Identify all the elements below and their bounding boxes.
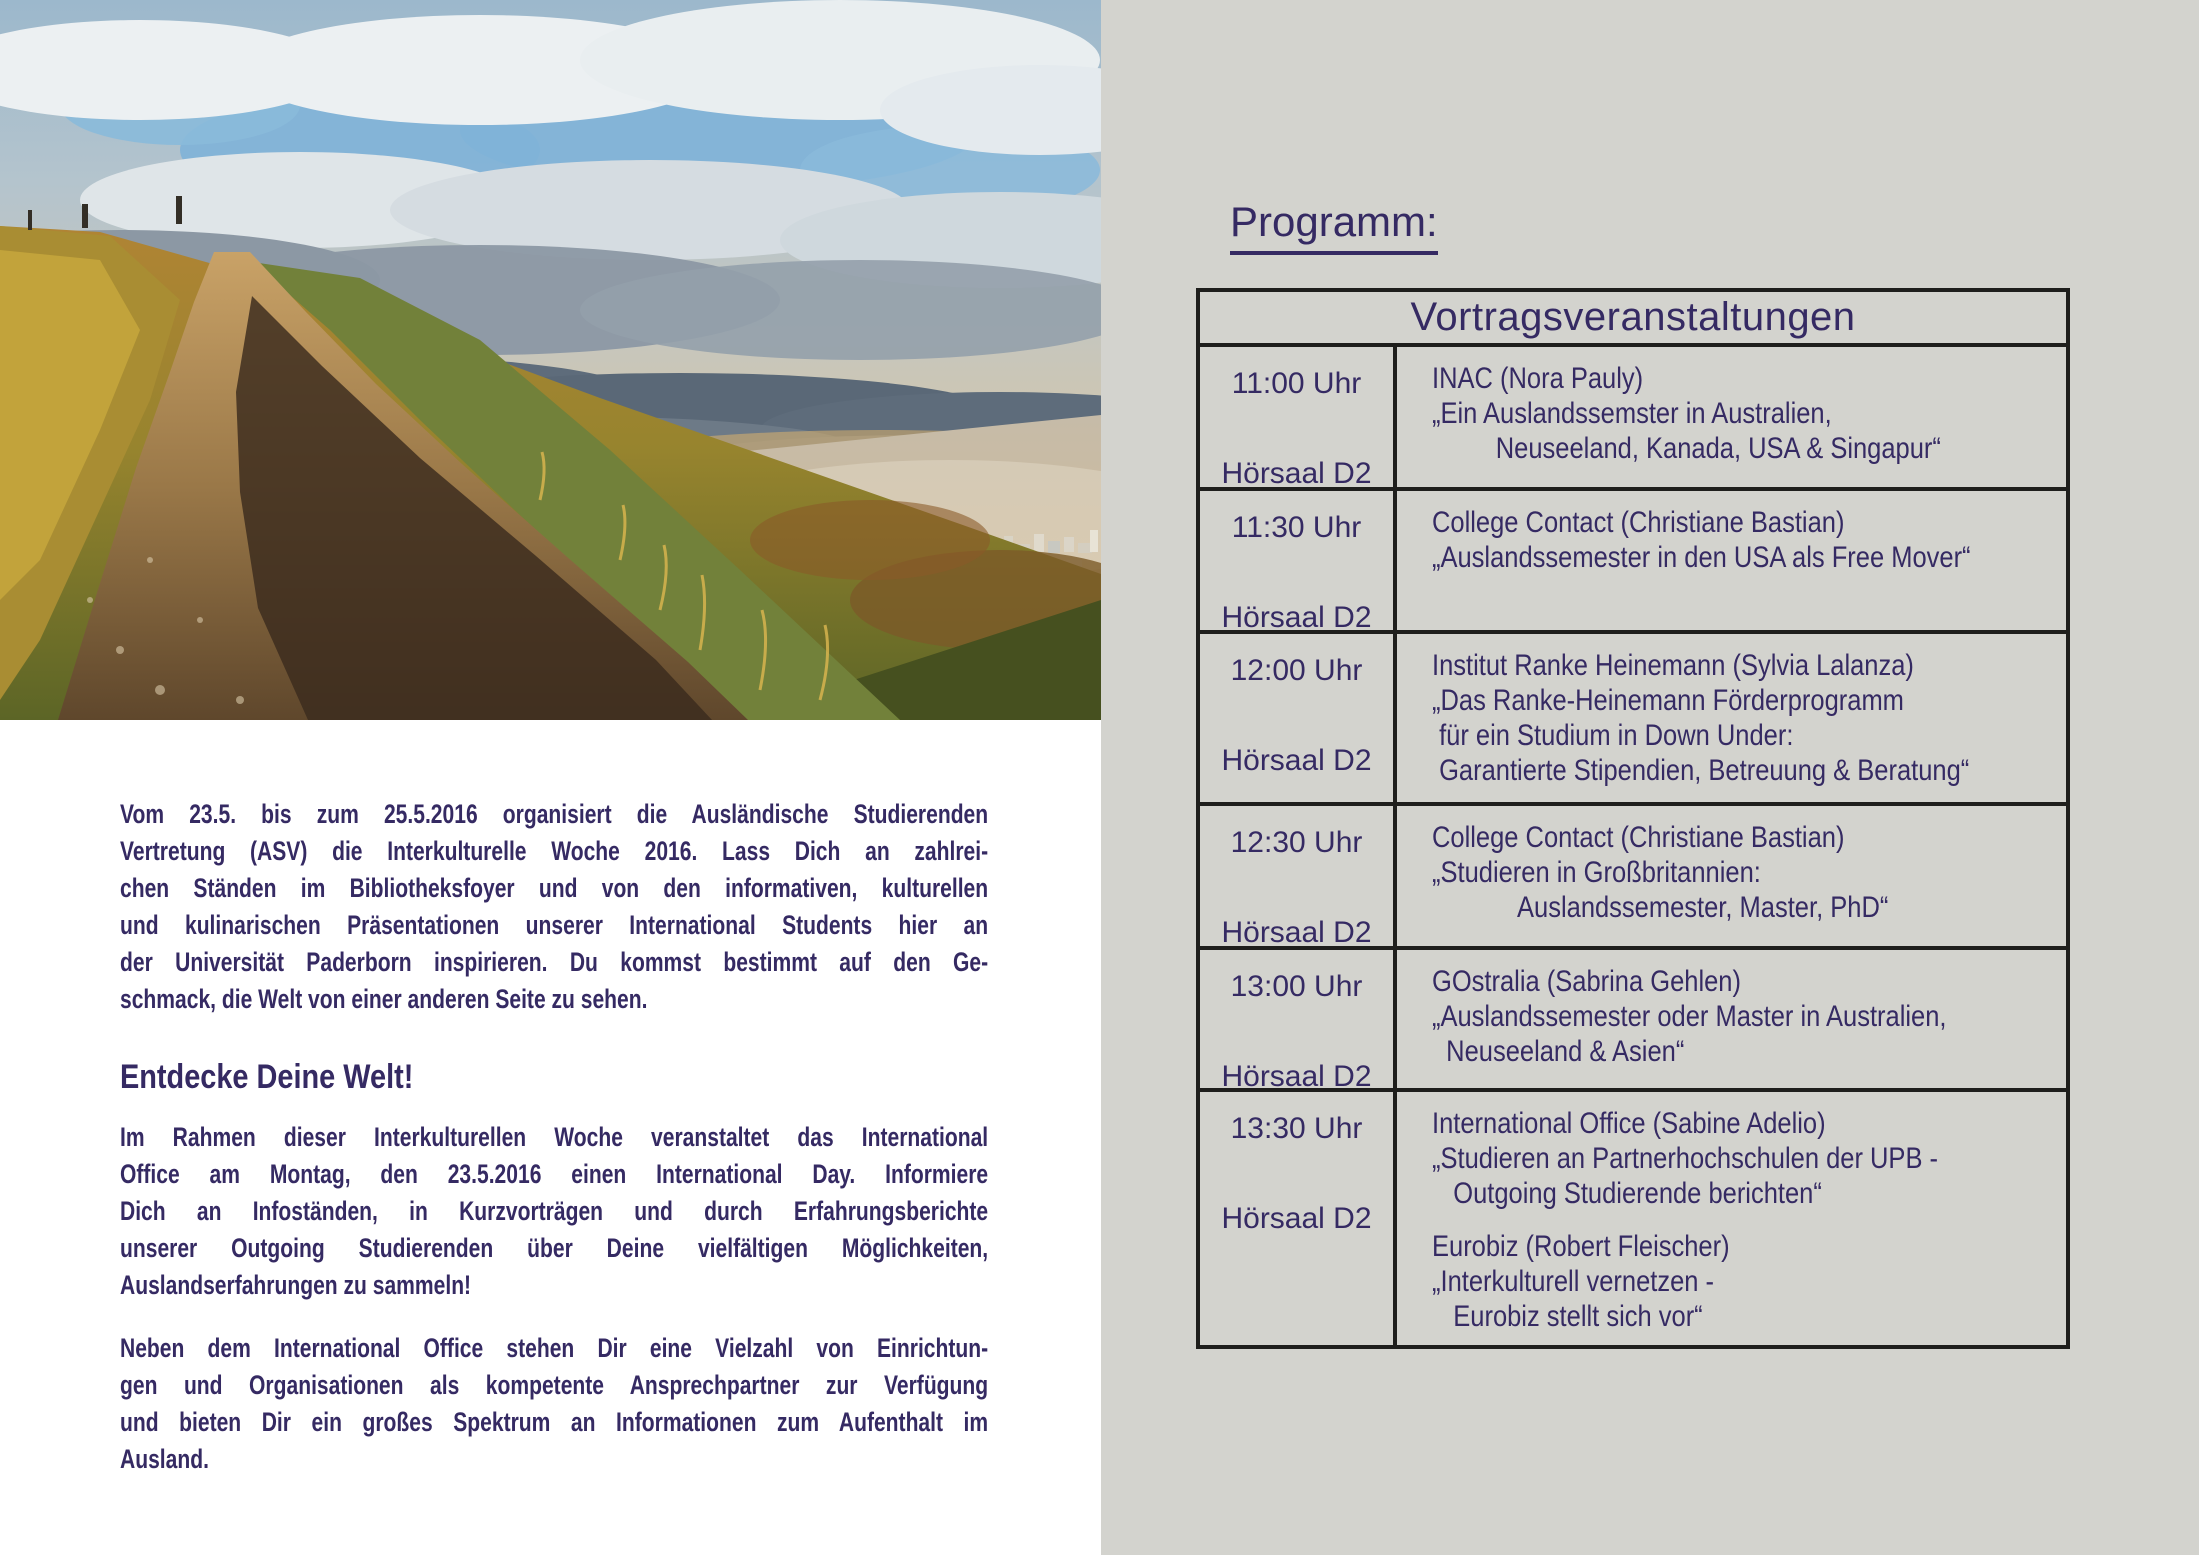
- international-day-paragraph: Im Rahmen dieser Interkulturellen Woche veranstaltet das International Office am Montag, den 23.5.2016 einen International Day. Informiere Dich an Infoständen, in Kurzvorträgen und durch Erfahrungsberichte unserer Outgoing Studierenden über Deine vielfältigen Möglichkeiten, Auslandserfahrungen zu sammeln!: [120, 1122, 989, 1300]
- description-cell: [1397, 806, 2066, 946]
- time-cell: [1200, 347, 1397, 490]
- time-cell: [1200, 950, 1397, 1092]
- table-row: [1200, 1092, 2066, 1345]
- time-label: 13:30 Uhr: [1230, 1112, 1363, 1145]
- description-cell: [1397, 347, 2066, 487]
- room-label: Hörsaal D2: [1221, 1060, 1372, 1092]
- table-row: [1200, 950, 2066, 1092]
- description-cell: [1397, 1092, 2066, 1345]
- time-label: 13:00 Uhr: [1230, 970, 1363, 1003]
- section-heading: Entdecke Deine Welt!: [120, 1058, 414, 1096]
- time-label: 12:00 Uhr: [1230, 654, 1363, 687]
- time-cell: [1200, 806, 1397, 949]
- events-table: [1196, 288, 2070, 1349]
- room-label: Hörsaal D2: [1221, 916, 1372, 949]
- table-row: [1200, 806, 2066, 950]
- room-label: Hörsaal D2: [1221, 744, 1372, 777]
- time-cell: [1200, 491, 1397, 634]
- time-cell: [1200, 634, 1397, 802]
- time-label: 12:30 Uhr: [1230, 826, 1363, 859]
- time-label: 11:30 Uhr: [1231, 511, 1362, 544]
- description-lines: Institut Ranke Heinemann (Sylvia Lalanza) „Das Ranke-Heinemann Förderprogramm für ein Studium in Down Under: Garantierte Stipendien, Betreuung & Beratung“: [1432, 649, 1970, 787]
- description-cell: [1397, 491, 2066, 630]
- description-lines: College Contact (Christiane Bastian) „Auslandssemester in den USA als Free Mover“: [1432, 506, 1971, 574]
- room-label: Hörsaal D2: [1221, 457, 1372, 490]
- description-lines: INAC (Nora Pauly) „Ein Auslandssemster in Australien, Neuseeland, Kanada, USA & Singapur“: [1432, 362, 1941, 465]
- table-row: [1200, 634, 2066, 806]
- table-row: [1200, 347, 2066, 491]
- time-label: 11:00 Uhr: [1231, 367, 1362, 400]
- room-label: Hörsaal D2: [1221, 1202, 1372, 1235]
- landscape-photo: [0, 0, 1101, 720]
- room-label: Hörsaal D2: [1221, 601, 1372, 634]
- description-cell: [1397, 634, 2066, 802]
- table-row: [1200, 491, 2066, 634]
- description-lines: GOstralia (Sabrina Gehlen) „Auslandssemester oder Master in Australien, Neuseeland & Asien“: [1432, 965, 1947, 1068]
- description-lines: International Office (Sabine Adelio) „Studieren an Partnerhochschulen der UPB - Outgoing Studierende berichten“ Eurobiz (Robert Fleischer) „Interkulturell vernetzen - Eurobiz stellt sich vor“: [1432, 1107, 1939, 1333]
- programm-heading: Programm:: [1230, 198, 1438, 255]
- time-cell: [1200, 1092, 1397, 1345]
- organisations-paragraph: Neben dem International Office stehen Dir eine Vielzahl von Einrichtun- gen und Organisationen als kompetente Ansprechpartner zur Verfügung und bieten Dir ein großes Spektrum an Informationen zum Aufenthalt im Ausland.: [120, 1333, 989, 1474]
- table-header: Vortragsveranstaltungen: [1200, 292, 2066, 347]
- description-lines: College Contact (Christiane Bastian) „Studieren in Großbritannien: Auslandssemester, Master, PhD“: [1432, 821, 1889, 924]
- landscape-photo-art: [0, 0, 1101, 720]
- intro-paragraph: Vom 23.5. bis zum 25.5.2016 organisiert die Ausländische Studierenden Vertretung (ASV) die Interkulturelle Woche 2016. Lass Dich an zahlrei- chen Ständen im Bibliotheksfoyer und von den informativen, kulturellen und kulinarischen Präsentationen unserer International Students hier an der Universität Paderborn inspirieren. Du kommst bestimmt auf den Ge- schmack, die Welt von einer anderen Seite zu sehen.: [120, 799, 989, 1014]
- description-cell: [1397, 950, 2066, 1088]
